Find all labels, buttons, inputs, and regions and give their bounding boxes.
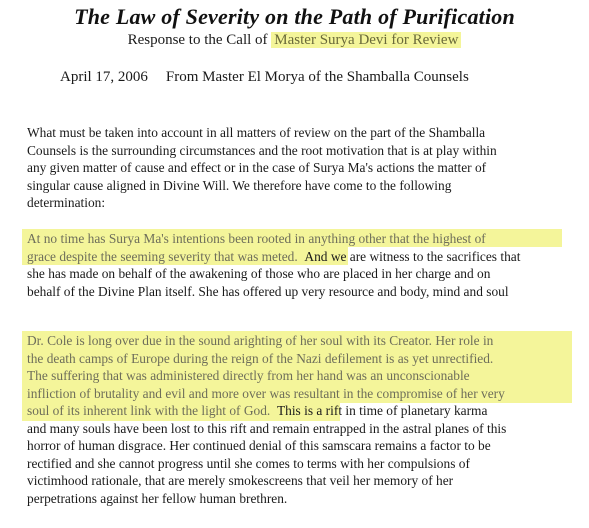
highlighted-line: At no time has Surya Ma's intentions been rooted in anything other that the highest of — [27, 231, 486, 246]
paragraph-line: rectified and she cannot progress until she comes to terms with her compulsions of — [27, 455, 470, 471]
paragraph-line: horror of human disgrace. Her continued denial of this samscara remains a factor to be — [27, 438, 491, 453]
paragraph-3 — [27, 332, 572, 507]
subtitle-highlight: Master Surya Devi for Review — [271, 32, 461, 48]
dateline — [60, 69, 469, 86]
paragraph-2 — [27, 230, 572, 300]
highlighted-line: grace despite the seeming severity that was meted. — [27, 248, 298, 264]
paragraph-line: And we are witness to the sacrifices that — [304, 248, 521, 264]
highlighted-line: Dr. Cole is long over due in the sound arighting of her soul with its Creator. Her role in — [27, 333, 494, 348]
highlighted-line: The suffering that was administered directly from her hand was an unconscionable — [27, 368, 470, 383]
paragraph-line: victimhood rationale, that are merely smokescreens that veil her memory of her — [27, 473, 454, 488]
paragraph-line: What must be taken into account in all matters of review on the part of the Shamballa — [27, 125, 486, 140]
document-subtitle — [0, 32, 589, 49]
document-date: April 17, 2006 — [60, 69, 148, 85]
paragraph-line: singular cause aligned in Divine Will. We therefore have come to the following — [27, 177, 452, 193]
highlighted-line: infliction of brutality and evil and more over was resultant in the compromise of her very — [27, 385, 505, 401]
document-from: From Master El Morya of the Shamballa Counsels — [165, 69, 469, 85]
paragraph-line: she has made on behalf of the awakening of those who are placed in her charge and on — [27, 266, 491, 281]
paragraph-line: This is a rift in time of planetary karma — [276, 403, 488, 418]
highlighted-line: soul of its inherent link with the light of God. — [27, 403, 271, 418]
document-title: The Law of Severity on the Path of Purification — [74, 4, 515, 29]
paragraph-line: Counsels is the surrounding circumstances and the root motivation that is at play within — [27, 142, 497, 158]
highlighted-line: the death camps of Europe during the reign of the Nazi defilement is as yet unrectified. — [27, 350, 494, 366]
paragraph-line: and many souls have been lost to this rift and remain entrapped in the astral planes of this — [27, 420, 507, 436]
paragraph-line: behalf of the Divine Plan itself. She has offered up very resource and body, mind and soul — [27, 283, 509, 299]
paragraph-1 — [27, 124, 572, 212]
paragraph-line: determination: — [27, 195, 106, 210]
paragraph-line: perpetrations against her fellow human brethren. — [27, 490, 288, 506]
paragraph-line: any given matter of cause and effect or in the case of Surya Ma's actions the matter of — [27, 160, 487, 175]
subtitle-prefix: Response to the Call of — [127, 32, 268, 48]
